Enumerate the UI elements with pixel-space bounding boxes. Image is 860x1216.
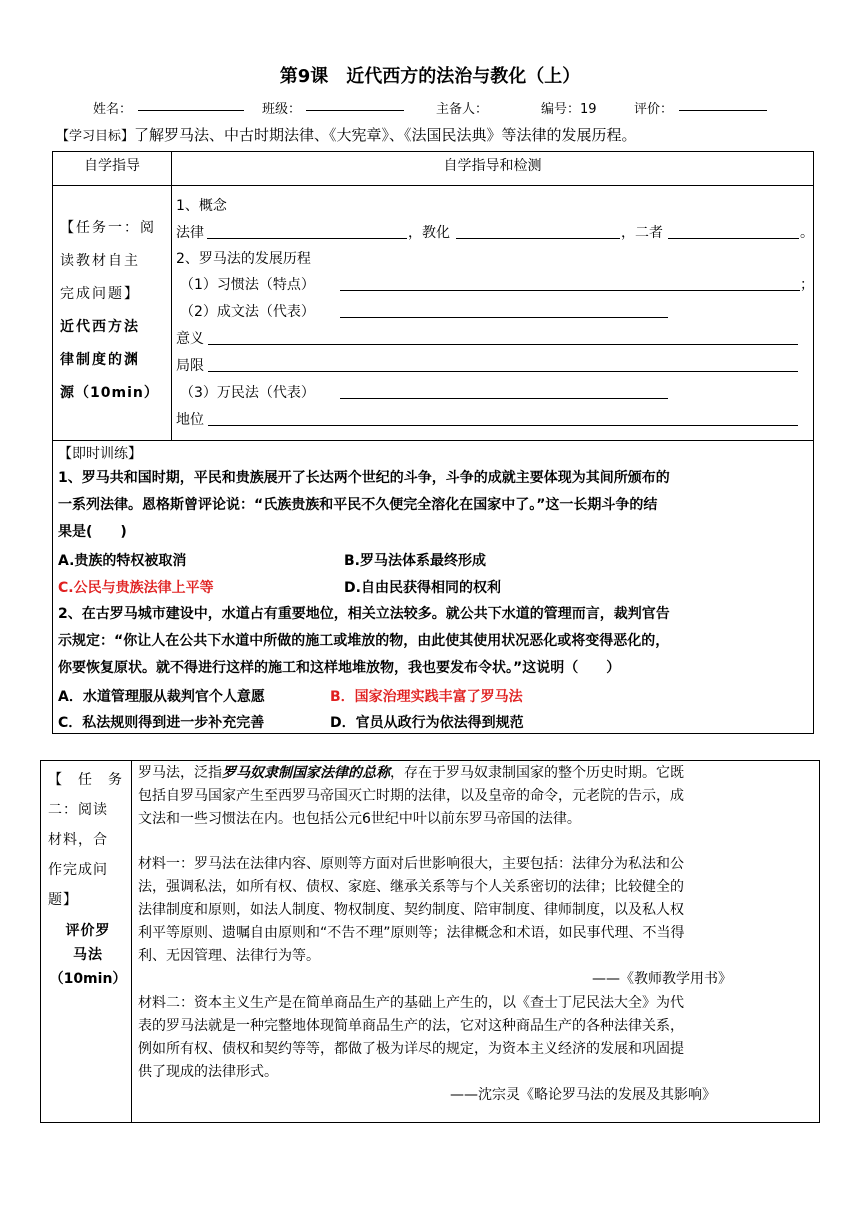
task2-label <box>48 765 128 991</box>
material-two-source: ——沈宗灵《略论罗马法的发展及其影响》 <box>450 1087 716 1103</box>
q1-text: 果是( ) <box>58 524 127 540</box>
task1-topic: 近代西方法 <box>60 319 140 335</box>
custom-law-label: （1）习惯法（特点） <box>180 277 315 293</box>
intro-emphasis: 罗马奴隶制国家法律的总称 <box>222 765 390 781</box>
q2-option-d[interactable]: D．官员从政行为依法得到规范 <box>330 715 524 731</box>
intro-text: 文法和一些习惯法在内。也包括公元6世纪中叶以前东罗马帝国的法律。 <box>138 811 581 827</box>
material-one-text: 材料一：罗马法在法律内容、原则等方面对后世影响很大，主要包括：法律分为私法和公 <box>138 856 684 872</box>
material-two-text: 材料二：资本主义生产是在简单商品生产的基础上产生的，以《查士丁尼民法大全》为代 <box>138 995 684 1011</box>
intro-paragraph <box>138 762 814 831</box>
significance-blank[interactable] <box>208 344 798 345</box>
material-two-text: 供了现成的法律形式。 <box>138 1064 278 1080</box>
task2-topic: 马法 <box>73 947 103 963</box>
concept-both-label: ，二者 <box>621 225 663 241</box>
task1-label <box>60 212 168 410</box>
eval-field[interactable] <box>679 98 767 115</box>
q2-option-a[interactable]: A．水道管理服从裁判官个人意愿 <box>58 689 265 705</box>
q2-option-c[interactable]: C．私法规则得到进一步补充完善 <box>58 715 265 731</box>
task1-line: 【任务一：阅 <box>60 220 156 236</box>
material-one-text: 法，强调私法，如所有权、债权、家庭、继承关系等与个人关系密切的法律；比较健全的 <box>138 879 684 895</box>
training-label: 【即时训练】 <box>58 446 142 462</box>
material-one <box>138 853 814 968</box>
material-two-text: 例如所有权、债权和契约等等，都做了极为详尽的规定，为资本主义经济的发展和巩固提 <box>138 1041 684 1057</box>
limitation-label: 局限 <box>176 358 204 374</box>
page-title: 第9课 近代西方的法治与教化（上） <box>279 66 581 87</box>
goal-text: 了解罗马法、中古时期法律、《大宪章》、《法国民法典》等法律的发展历程。 <box>134 126 637 144</box>
material-one-text: 法律制度和原则，如法人制度、物权制度、契约制度、陪审制度、律师制度，以及私人权 <box>138 902 684 918</box>
jus-gentium-label: （3）万民法（代表） <box>180 385 315 401</box>
custom-law-blank[interactable] <box>340 290 800 291</box>
q2-text: 2、在古罗马城市建设中，水道占有重要地位，相关立法较多。就公共下水道的管理而言，裁判官告 <box>58 606 670 622</box>
intro-text: 包括自罗马国家产生至西罗马帝国灭亡时期的法律，以及皇帝的命令，元老院的告示，成 <box>138 788 684 804</box>
concept-edu-label: ，教化 <box>408 225 450 241</box>
roman-law-title: 2、罗马法的发展历程 <box>176 251 311 267</box>
class-label: 班级： <box>262 102 302 117</box>
q1-text: 一系列法律。恩格斯曾评论说：“氏族贵族和平民不久便完全溶化在国家中了。”这一长期斗争的结 <box>58 497 658 513</box>
material-one-text: 利平等原则、遗嘱自由原则和“不告不理”原则等；法律概念和术语，如民事代理、不当得 <box>138 925 685 941</box>
intro-text: ，存在于罗马奴隶制国家的整个历史时期。它既 <box>390 765 684 781</box>
intro-text: 罗马法，泛指 <box>138 765 222 781</box>
q1-option-a[interactable]: A.贵族的特权被取消 <box>58 553 187 569</box>
eval-label: 评价： <box>634 102 674 117</box>
goal-label: 【学习目标】 <box>56 129 135 144</box>
name-label: 姓名： <box>93 102 133 117</box>
task2-line: 作完成问 <box>48 862 108 878</box>
q1-text: 1、罗马共和国时期，平民和贵族展开了长达两个世纪的斗争，斗争的成就主要体现为其间所颁布的 <box>58 470 670 486</box>
material-one-text: 利、无因管理、法律行为等。 <box>138 948 320 964</box>
written-law-blank[interactable] <box>340 317 668 318</box>
q2-text: 你要恢复原状。就不得进行这样的施工和这样地堆放物，我也要发布令状。”这说明（ ） <box>58 660 621 676</box>
name-field[interactable] <box>138 98 244 115</box>
material-two <box>138 992 814 1084</box>
class-field[interactable] <box>306 98 404 115</box>
material-two-text: 表的罗马法就是一种完整地体现简单商品生产的法，它对这种商品生产的各种法律关系， <box>138 1018 684 1034</box>
q2-text: 示规定：“你让人在公共下水道中所做的施工或堆放的物，由此使其使用状况恶化或将变得恶化的， <box>58 633 670 649</box>
significance-label: 意义 <box>176 331 204 347</box>
task2-line: 【 任 务 <box>48 772 123 788</box>
number-label: 编号：19 <box>541 102 597 117</box>
col-header-test: 自学指导和检测 <box>172 152 814 186</box>
q1-option-c-answer[interactable]: C.公民与贵族法律上平等 <box>58 580 214 596</box>
material-one-source: ——《教师教学用书》 <box>592 971 732 987</box>
q2-option-b-answer[interactable]: B．国家治理实践丰富了罗马法 <box>330 689 523 705</box>
task2-line: 二：阅读 <box>48 802 108 818</box>
task2-topic: （10min） <box>49 971 127 987</box>
learning-goal <box>56 124 637 145</box>
custom-law-end: ； <box>800 277 814 293</box>
concept-edu-blank[interactable] <box>456 238 620 239</box>
task2-topic: 评价罗 <box>65 923 111 939</box>
task1-topic: 律制度的渊 <box>60 352 140 368</box>
jus-gentium-blank[interactable] <box>340 398 668 399</box>
task1-line: 完成问题】 <box>60 286 140 302</box>
limitation-blank[interactable] <box>208 371 798 372</box>
written-law-label: （2）成文法（代表） <box>180 304 315 320</box>
task2-line: 材料，合 <box>48 832 108 848</box>
status-label: 地位 <box>176 412 204 428</box>
concept-law-blank[interactable] <box>207 238 407 239</box>
task2-line: 题】 <box>48 892 78 908</box>
q1-option-d[interactable]: D.自由民获得相同的权利 <box>344 580 501 596</box>
concept-title: 1、概念 <box>176 198 227 214</box>
task1-line: 读教材自主 <box>60 253 140 269</box>
question-2 <box>58 601 814 682</box>
status-blank[interactable] <box>208 425 798 426</box>
preparer-label: 主备人： <box>436 102 489 117</box>
col-header-guide: 自学指导 <box>53 152 172 186</box>
q1-option-b[interactable]: B.罗马法体系最终形成 <box>344 553 486 569</box>
question-1 <box>58 465 814 546</box>
concept-law-label: 法律 <box>176 225 204 241</box>
concept-both-blank[interactable] <box>668 238 799 239</box>
task1-topic: 源（10min） <box>60 385 159 401</box>
concept-end: 。 <box>800 225 814 241</box>
